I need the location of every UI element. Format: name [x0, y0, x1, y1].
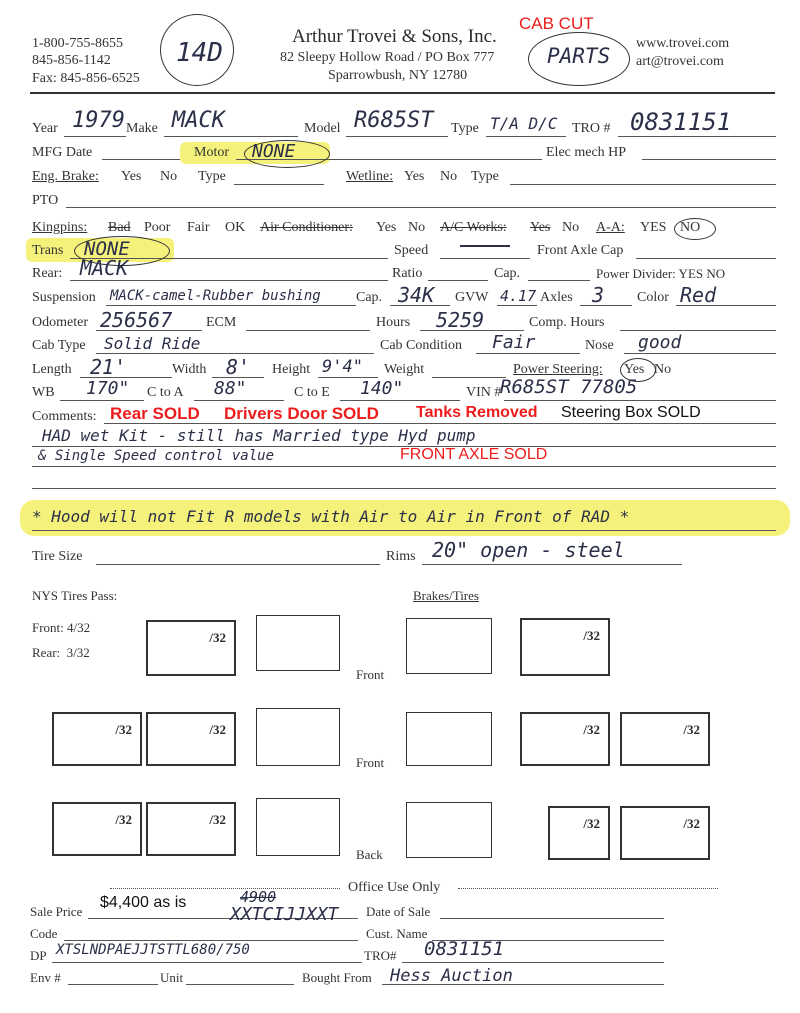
rear-cap-label: Cap. — [494, 266, 521, 281]
axles-label: Axles — [540, 290, 573, 305]
rear-sold-note: Rear SOLD — [110, 404, 200, 423]
front-axle-label-2: Front — [356, 755, 385, 770]
ratio-label: Ratio — [392, 266, 423, 281]
sale-code-value: XXTCIJJXXT — [230, 904, 339, 925]
tire-rear-left-outer[interactable]: /32 — [52, 802, 142, 856]
brake-front-right[interactable] — [406, 618, 492, 674]
code-label: Code — [30, 926, 58, 941]
wetline-yes: Yes — [404, 169, 425, 184]
tire-front-right-outer[interactable]: /32 — [520, 618, 610, 676]
front-axle-label-1: Front — [356, 667, 385, 682]
aa-no: NO — [680, 220, 701, 235]
office-use-title: Office Use Only — [348, 880, 441, 895]
tire-mid-right-inner[interactable]: /32 — [520, 712, 610, 766]
suspension-value: MACK-camel-Rubber bushing — [110, 288, 321, 304]
unit-label: Unit — [160, 970, 184, 985]
model-value: R685ST — [354, 108, 434, 133]
dp-label: DP — [30, 948, 47, 963]
cab-condition-label: Cab Condition — [380, 338, 463, 353]
date-of-sale-label: Date of Sale — [366, 904, 431, 919]
tro-label: TRO # — [572, 121, 611, 136]
c-to-a-label: C to A — [147, 385, 184, 400]
address-line2: Sparrowbush, NY 12780 — [328, 68, 468, 83]
make-label: Make — [126, 121, 158, 136]
wetline-label: Wetline: — [346, 169, 394, 184]
model-label: Model — [304, 121, 341, 136]
width-value: 8' — [226, 355, 251, 379]
motor-label: Motor — [194, 145, 229, 160]
comments-label: Comments: — [32, 409, 97, 424]
power-steering-no: No — [654, 362, 672, 377]
suspension-label: Suspension — [32, 290, 96, 305]
odometer-label: Odometer — [32, 315, 88, 330]
website: www.trovei.com — [636, 36, 730, 51]
env-label: Env # — [30, 970, 61, 985]
trans-label: Trans — [32, 243, 64, 258]
front-axle-sold-note: FRONT AXLE SOLD — [400, 446, 548, 463]
brake-front-left[interactable] — [256, 615, 340, 671]
comp-hours-label: Comp. Hours — [529, 315, 605, 330]
power-steering-yes: Yes — [624, 362, 645, 377]
email: art@trovei.com — [636, 54, 724, 69]
wb-label: WB — [32, 385, 55, 400]
ac-no: No — [408, 220, 426, 235]
hood-note: * Hood will not Fit R models with Air to Air in Front of RAD * — [32, 507, 630, 526]
address-line1: 82 Sleepy Hollow Road / PO Box 777 — [280, 50, 495, 65]
rims-label: Rims — [386, 549, 416, 564]
ac-label: Air Conditioner: — [260, 220, 353, 235]
sale-price-value: $4,400 as is — [100, 894, 187, 911]
eng-brake-yes: Yes — [121, 169, 142, 184]
tire-mid-left-inner[interactable]: /32 — [146, 712, 236, 766]
mfg-date-label: MFG Date — [32, 145, 93, 160]
height-label: Height — [272, 362, 311, 377]
kingpins-ok: OK — [225, 220, 246, 235]
make-value: MACK — [172, 108, 225, 133]
phone-local: 845-856-1142 — [32, 53, 111, 68]
elec-mech-hp-label: Elec mech HP — [546, 145, 627, 160]
brake-rear-left[interactable] — [256, 798, 340, 856]
brake-rear-right[interactable] — [406, 802, 492, 858]
wb-value: 170" — [86, 378, 130, 399]
sale-price-label: Sale Price — [30, 904, 83, 919]
bought-from-label: Bought From — [302, 970, 372, 985]
vin-value: R685ST 77805 — [500, 376, 638, 398]
hours-value: 5259 — [436, 308, 485, 332]
cab-cut-label: CAB CUT — [519, 14, 594, 33]
front-tread-spec: Front: 4/32 — [32, 620, 91, 635]
circled-number: 14D — [176, 38, 223, 68]
odometer-value: 256567 — [100, 308, 173, 332]
nys-tires-label: NYS Tires Pass: — [32, 588, 118, 603]
tire-front-left-outer[interactable]: /32 — [146, 620, 236, 676]
gvw-value: 4.17 — [500, 287, 537, 305]
front-axle-cap-label: Front Axle Cap — [537, 243, 624, 258]
suspension-cap-value: 34K — [398, 283, 435, 307]
pto-label: PTO — [32, 193, 59, 208]
crossed-price: 4900 — [240, 888, 277, 906]
dp-value: XTSLNDPAEJJTSTTL680/750 — [56, 942, 250, 958]
eng-brake-type-label: Type — [198, 169, 226, 184]
eng-brake-label: Eng. Brake: — [32, 169, 99, 184]
tro-value: 0831151 — [630, 108, 732, 136]
motor-value: NONE — [252, 141, 296, 162]
parts-label: PARTS — [547, 44, 611, 68]
tire-mid-right-outer[interactable]: /32 — [620, 712, 710, 766]
comment-line-1: HAD wet Kit - still has Married type Hyd pump — [42, 426, 476, 445]
nose-label: Nose — [585, 338, 614, 353]
aa-yes: YES — [640, 220, 667, 235]
type-label: Type — [451, 121, 479, 136]
rear-label: Rear: — [32, 266, 63, 281]
cust-name-label: Cust. Name — [366, 926, 428, 941]
length-label: Length — [32, 362, 72, 377]
brake-mid-right[interactable] — [406, 712, 492, 766]
steering-box-sold-note: Steering Box SOLD — [561, 404, 701, 421]
fax-number: Fax: 845-856-6525 — [32, 71, 140, 86]
tire-mid-left-outer[interactable]: /32 — [52, 712, 142, 766]
power-divider-label: Power Divider: YES NO — [596, 266, 726, 281]
office-tro-label: TRO# — [364, 948, 397, 963]
comment-line-2: & Single Speed control value — [38, 448, 275, 464]
type-value: T/A D/C — [490, 114, 558, 133]
rear-value: MACK — [80, 256, 129, 280]
ecm-label: ECM — [206, 315, 237, 330]
office-tro-value: 0831151 — [424, 938, 505, 960]
rims-value: 20" open - steel — [432, 538, 625, 562]
width-label: Width — [172, 362, 207, 377]
header-divider — [30, 92, 775, 94]
tanks-removed-note: Tanks Removed — [416, 404, 538, 421]
speed-label: Speed — [394, 243, 429, 258]
phone-tollfree: 1-800-755-8655 — [32, 36, 123, 51]
suspension-cap-label: Cap. — [356, 290, 383, 305]
tire-rear-left-inner[interactable]: /32 — [146, 802, 236, 856]
tire-size-label: Tire Size — [32, 549, 83, 564]
eng-brake-no: No — [160, 169, 178, 184]
weight-label: Weight — [384, 362, 425, 377]
aa-label: A-A: — [596, 220, 625, 235]
ac-yes: Yes — [376, 220, 397, 235]
brake-mid-left[interactable] — [256, 708, 340, 766]
cab-type-value: Solid Ride — [104, 334, 201, 353]
tire-rear-right-outer[interactable]: /32 — [620, 806, 710, 860]
bought-from-value: Hess Auction — [390, 966, 513, 986]
kingpins-poor: Poor — [144, 220, 171, 235]
kingpins-fair: Fair — [187, 220, 210, 235]
back-axle-label: Back — [356, 847, 383, 862]
hours-label: Hours — [376, 315, 411, 330]
wetline-type-label: Type — [471, 169, 499, 184]
kingpins-bad: Bad — [108, 220, 131, 235]
cab-type-label: Cab Type — [32, 338, 86, 353]
year-value: 1979 — [72, 108, 125, 133]
length-value: 21' — [90, 355, 127, 379]
kingpins-label: Kingpins: — [32, 220, 88, 235]
tire-rear-right-inner[interactable]: /32 — [548, 806, 610, 860]
wetline-no: No — [440, 169, 458, 184]
vin-label: VIN # — [466, 385, 502, 400]
power-steering-label: Power Steering: — [513, 362, 603, 377]
height-value: 9'4" — [322, 357, 363, 377]
c-to-a-value: 88" — [214, 378, 247, 399]
trans-value: NONE — [84, 238, 130, 260]
color-label: Color — [637, 290, 669, 305]
color-value: Red — [680, 283, 717, 307]
ac-works-label: A/C Works: — [440, 220, 507, 235]
company-name: Arthur Trovei & Sons, Inc. — [292, 26, 497, 47]
cab-condition-value: Fair — [492, 332, 536, 353]
drivers-door-sold-note: Drivers Door SOLD — [224, 404, 379, 423]
rear-tread-spec: Rear: 3/32 — [32, 645, 90, 660]
brakes-tires-label: Brakes/Tires — [413, 588, 479, 603]
nose-value: good — [638, 332, 682, 353]
ac-works-yes: Yes — [530, 220, 551, 235]
gvw-label: GVW — [455, 290, 489, 305]
ac-works-no: No — [562, 220, 580, 235]
c-to-e-value: 140" — [360, 378, 404, 399]
year-label: Year — [32, 121, 58, 136]
c-to-e-label: C to E — [294, 385, 330, 400]
axles-value: 3 — [592, 283, 605, 307]
